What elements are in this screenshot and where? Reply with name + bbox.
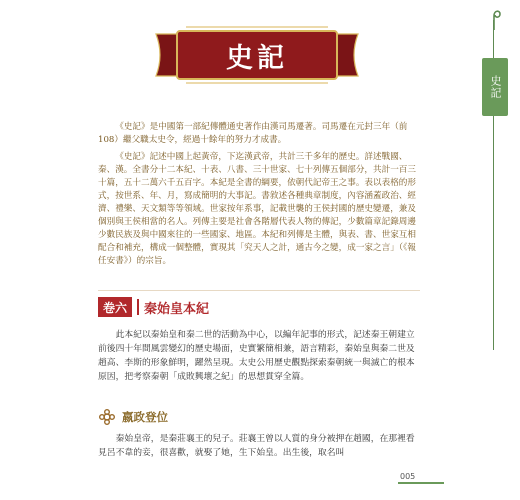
section-divider (98, 290, 420, 291)
title-banner (152, 24, 362, 86)
page-title: 史記 (226, 42, 288, 74)
chapter-summary: 此本紀以秦始皇和秦二世的活動為中心，以編年記事的形式，記述秦王朝建立前後四十年間風雲變幻的歷史場面，史實繁簡相兼，語言精彩，秦始皇與秦二世及趙高、李斯的形象鮮明，躍然呈現。太史公用歷史觀點探索秦朝統一與滅亡的根本原因，把考察秦朝「成敗興壞之紀」的思想貫穿全篇。 (98, 330, 415, 382)
chapter-separator (137, 299, 139, 315)
body-paragraph: 秦始皇帝，是秦莊襄王的兒子。莊襄王曾以人質的身分被押在趙國，在那裡看見呂不韋的妾，很喜歡，就娶了她，生下始皇。出生後，取名叫 (98, 434, 415, 458)
section-title: 嬴政登位 (122, 410, 168, 424)
section-heading (98, 408, 168, 426)
chapter-badge: 卷六 (98, 297, 132, 317)
side-tab-label: 史記 (482, 58, 508, 116)
banner-panel (176, 30, 338, 80)
intro-block (98, 121, 418, 269)
intro-paragraph: 《史記》是中國第一部紀傳體通史著作由漢司馬遷著。司馬遷在元封三年（前 108）繼父職太史令，經過十餘年的努力才成書。 (98, 122, 408, 145)
chapter-title: 秦始皇本紀 (144, 301, 210, 317)
side-ornament (484, 6, 504, 346)
intro-paragraph: 《史記》記述中國上起黃帝，下迄漢武帝，共計三千多年的歷史。詳述戰國、秦、漢。全書分十二本紀、十表、八書、三十世家、七十列傳五個部分，共計一百三十篇，五十二萬六千五百字。本紀是全書的綱要，依朝代記帝王之事。表以表格的形式，按世系、年、月，寫成簡明的大事記。書敘述各種典章制度，內容涵蓋政治、經濟、禮樂、天文類等等領域。世家按年系事，記載世襲的王侯封國的歷史變遷，兼及個別與王侯相當的名人。列傳主要是社會各階層代表人物的傳記，少數篇章記錄周邊少數民族及與中國來往的一些國家、地區。本紀和列傳是主體，與表、書、世家互相配合和補充，構成一個整體，實現其「究天人之計，通古今之變，成一家之言」（《報任安書》）的宗旨。 (98, 152, 416, 266)
knot-ornament-icon (98, 408, 116, 426)
chapter-heading (98, 296, 209, 318)
page-number: 005 (400, 472, 416, 481)
page-number-rule (398, 482, 444, 484)
